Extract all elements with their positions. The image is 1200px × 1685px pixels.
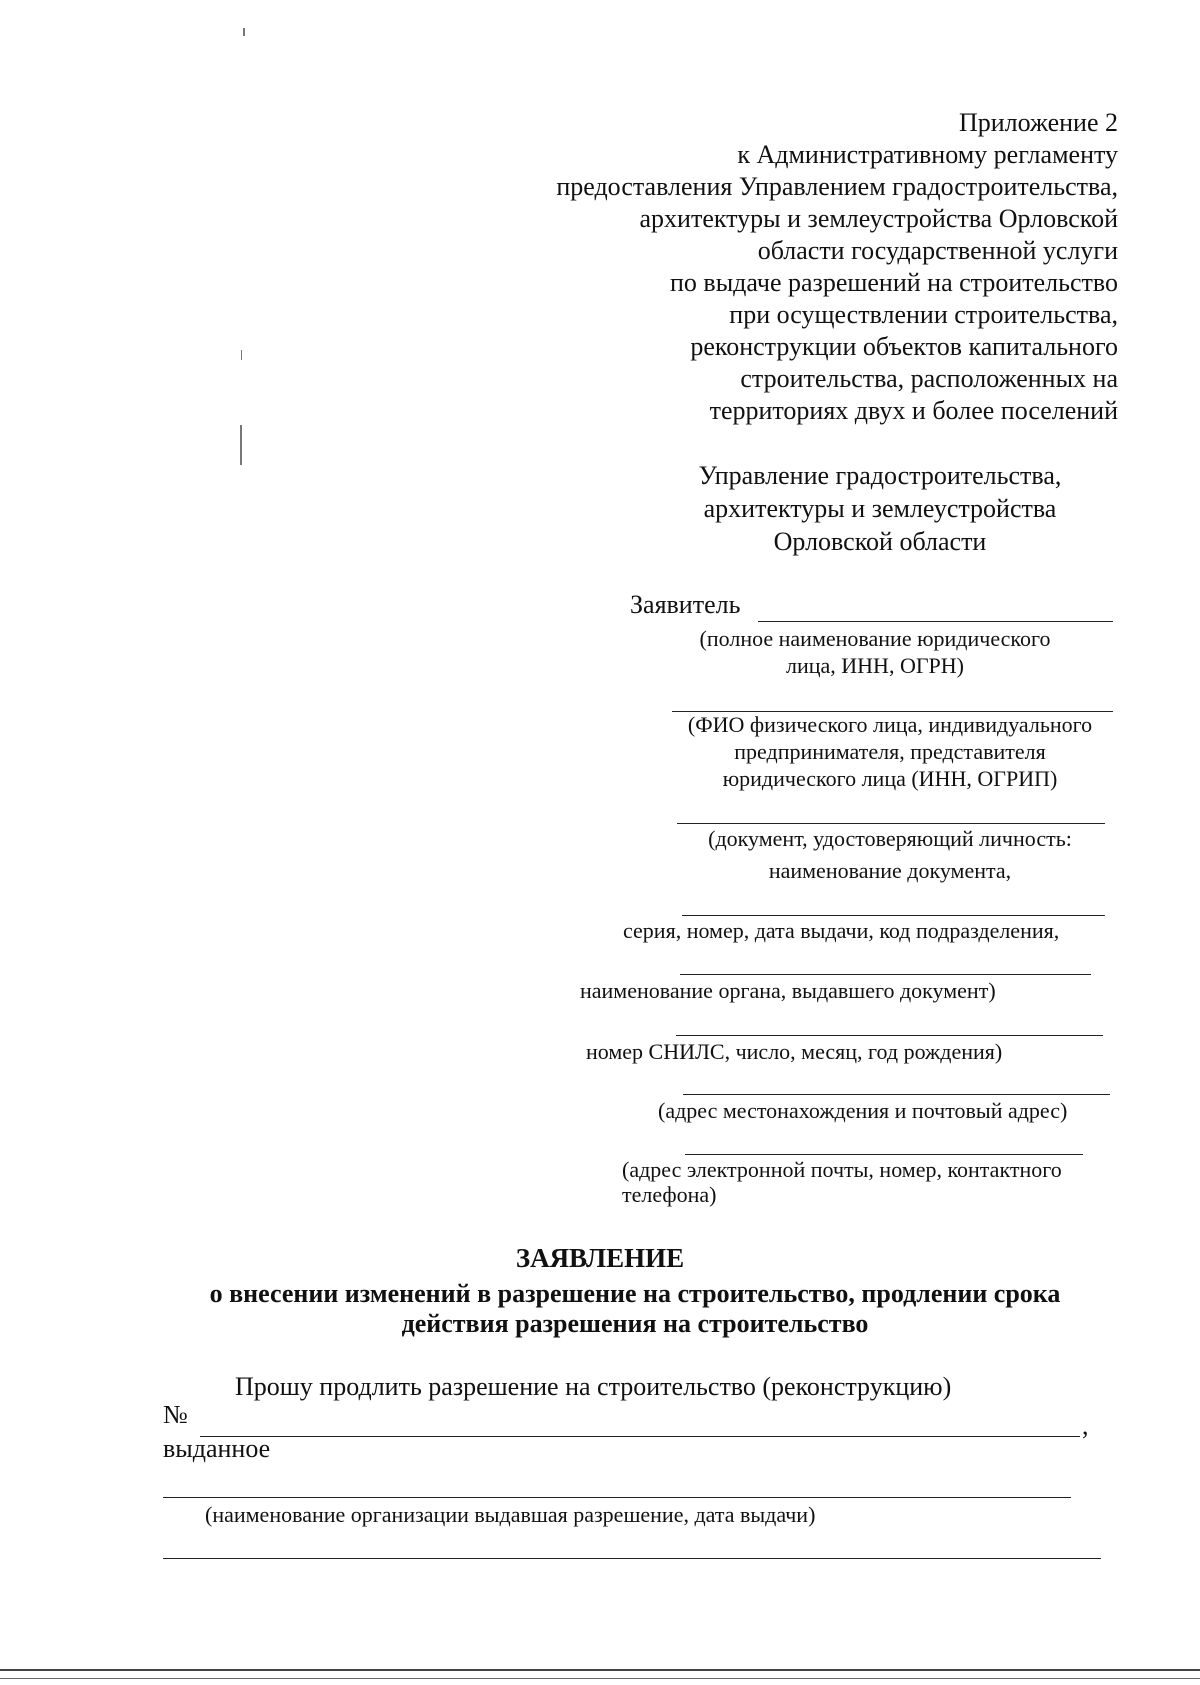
appendix-line: области государственной услуги (757, 236, 1118, 265)
scan-mark (243, 28, 245, 36)
hint-person-3: юридического лица (ИНН, ОГРИП) (722, 766, 1058, 791)
appendix-line: при осуществлении строительства, (729, 300, 1118, 329)
address-field[interactable] (683, 1094, 1110, 1095)
permit-number-field[interactable] (200, 1436, 1080, 1437)
hint-legal-entity-2: лица, ИНН, ОГРН) (785, 653, 964, 678)
hint-document: (документ, удостоверяющий личность: (708, 826, 1072, 851)
scan-bottom-edge (0, 1669, 1200, 1685)
appendix-line: территориях двух и более поселений (709, 396, 1118, 425)
addressee-line: архитектуры и землеустройства (703, 494, 1057, 523)
contact-field[interactable] (685, 1154, 1083, 1155)
scan-mark (241, 350, 242, 360)
hint-snils: номер СНИЛС, число, месяц, год рождения) (586, 1039, 1003, 1064)
hint-document-3: серия, номер, дата выдачи, код подразделения, (623, 918, 1060, 943)
permit-number-comma: , (1082, 1411, 1089, 1440)
hint-contact-2: телефона) (622, 1182, 717, 1207)
issued-label: выданное (163, 1434, 271, 1463)
identity-document-field[interactable] (677, 823, 1105, 824)
appendix-line: реконструкции объектов капитального (690, 332, 1118, 361)
statement-title: ЗАЯВЛЕНИЕ (515, 1243, 685, 1273)
document-issuer-field[interactable] (680, 974, 1091, 975)
document-series-field[interactable] (682, 915, 1105, 916)
permit-number-label: № (163, 1400, 188, 1429)
scan-bottom-edge-line (0, 1678, 1200, 1679)
issuing-organization-field[interactable] (163, 1497, 1071, 1498)
snils-field[interactable] (676, 1035, 1103, 1036)
additional-field[interactable] (163, 1558, 1101, 1559)
addressee-line: Орловской области (773, 527, 987, 556)
hint-legal-entity: (полное наименование юридического (699, 626, 1051, 651)
appendix-line: Приложение 2 (958, 108, 1118, 137)
hint-person: (ФИО физического лица, индивидуального (687, 712, 1093, 737)
appendix-line: к Административному регламенту (737, 140, 1118, 169)
addressee-line: Управление градостроительства, (698, 461, 1062, 490)
appendix-line: по выдаче разрешений на строительство (670, 268, 1118, 297)
appendix-line: предоставления Управлением градостроительства, (556, 172, 1118, 201)
applicant-name-field[interactable] (758, 621, 1113, 622)
statement-subtitle-2: действия разрешения на строительство (401, 1309, 869, 1338)
scan-mark (240, 425, 242, 465)
hint-address: (адрес местонахождения и почтовый адрес) (658, 1098, 1068, 1123)
hint-person-2: предпринимателя, представителя (734, 739, 1046, 764)
hint-contact: (адрес электронной почты, номер, контактного (622, 1157, 1062, 1182)
appendix-line: архитектуры и землеустройства Орловской (639, 204, 1118, 233)
appendix-line: строительства, расположенных на (740, 364, 1118, 393)
applicant-label: Заявитель (630, 590, 741, 619)
hint-document-2: наименование документа, (768, 858, 1012, 883)
issued-hint: (наименование организации выдавшая разрешение, дата выдачи) (205, 1502, 816, 1527)
statement-subtitle: о внесении изменений в разрешение на строительство, продлении срока (209, 1279, 1061, 1308)
hint-document-4: наименование органа, выдавшего документ) (580, 978, 996, 1003)
request-text: Прошу продлить разрешение на строительство (реконструкцию) (235, 1372, 952, 1401)
